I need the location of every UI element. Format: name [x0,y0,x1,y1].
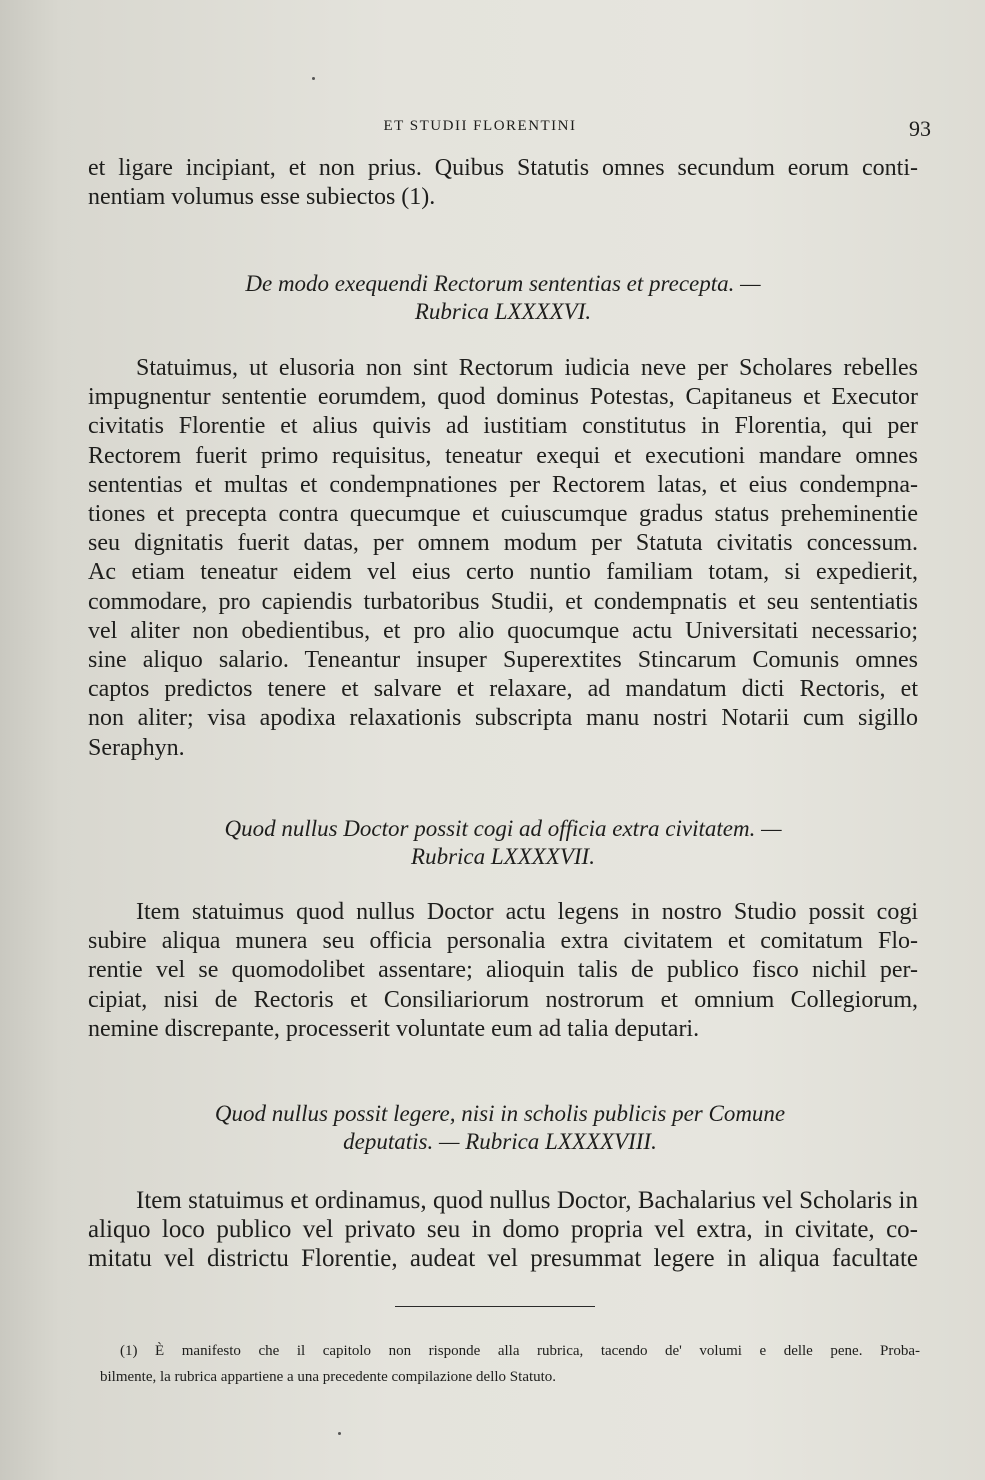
rubric-98-paragraph [88,1186,918,1274]
rubric-title: Quod nullus possit legere, nisi in scholis publicis per Comune [214,1101,786,1126]
text-line: tiones et precepta contra quecumque et cuiuscumque gradus status preheminentie [88,501,918,528]
footnote [100,1338,920,1390]
rubric-heading-97 [88,815,918,871]
text-line: nentiam volumus esse subiectos (1). [88,184,436,211]
paper-speck [312,77,315,80]
text-line: subire aliqua munera seu officia personalia extra civitatem et comitatum Flo- [88,928,918,955]
running-head: ET STUDII FLORENTINI [383,118,577,134]
text-line: Item statuimus quod nullus Doctor actu legens in nostro Studio possit cogi [136,899,918,925]
text-line: commodare, pro capiendis turbatoribus Studii, et condempnatis et seu sententiatis [88,588,918,615]
text-line: Rectorem fuerit primo requisitus, teneatur exequi et executioni mandare omnes [88,442,918,469]
intro-paragraph [88,154,918,212]
text-line: Statuimus, ut elusoria non sint Rectorum iudicia neve per Scholares rebelles [136,355,918,381]
text-line: cipiat, nisi de Rectoris et Consiliariorum nostrorum et omnium Collegiorum, [88,986,918,1013]
text-line: sine aliquo salario. Teneantur insuper Superextites Stincarum Comunis omnes [88,647,918,674]
rubric-number: Rubrica LXXXXVII. [411,844,595,869]
rubric-heading-98 [120,1100,880,1156]
page-number: 93 [909,116,931,141]
paper-speck [338,1432,341,1435]
text-line: Ac etiam teneatur eidem vel eius certo nuntio familiam totam, si expedierit, [88,559,918,586]
text-line: aliquo loco publico vel privato seu in domo propria vel extra, in civitate, co- [88,1216,918,1244]
text-line: non aliter; visa apodixa relaxationis subscripta manu nostri Notarii cum sigillo [88,705,918,732]
text-line: civitatis Florentie et alius quivis ad iustitiam constitutus in Florentia, qui per [88,413,918,440]
text-line: mitatu vel districtu Florentie, audeat vel presummat legere in aliqua facultate [88,1245,918,1273]
text-line: impugnentur sententie eorumdem, quod dominus Potestas, Capitaneus et Executor [88,384,918,411]
rubric-96-paragraph [88,354,918,763]
text-line: vel aliter non obedientibus, et pro alio quocumque actu Universitati necessario; [88,617,918,644]
rubric-heading-96 [88,270,918,326]
footnote-line: bilmente, la rubrica appartiene a una precedente compilazione dello Statuto. [100,1369,557,1385]
footnote-rule [395,1306,595,1307]
text-line: et ligare incipiant, et non prius. Quibus Statutis omnes secundum eorum conti- [88,155,918,181]
text-line: Item statuimus et ordinamus, quod nullus Doctor, Bachalarius vel Scholaris in [136,1187,918,1214]
text-line: sententias et multas et condempnationes per Rectorem latas, et eius condempna- [88,471,918,498]
rubric-title: De modo exequendi Rectorum sententias et precepta. — [245,271,761,296]
rubric-number: Rubrica LXXXXVI. [414,299,592,324]
rubric-title: Quod nullus Doctor possit cogi ad officia extra civitatem. — [224,816,782,841]
footnote-line: (1) È manifesto che il capitolo non risponde alla rubrica, tacendo de' volumi e delle pene. Proba- [120,1343,920,1359]
text-line: captos predictos tenere et salvare et relaxare, ad mandatum dicti Rectoris, et [88,676,918,703]
text-line: Seraphyn. [88,734,185,761]
rubric-97-paragraph [88,898,918,1044]
rubric-number: deputatis. — Rubrica LXXXXVIII. [343,1129,657,1154]
text-line: rentie vel se quomodolibet assentare; alioquin talis de publico fisco nichil per- [88,957,918,984]
text-line: nemine discrepante, processerit voluntate eum ad talia deputari. [88,1015,700,1042]
text-line: seu dignitatis fuerit datas, per omnem modum per Statuta civitatis concessum. [88,530,918,557]
